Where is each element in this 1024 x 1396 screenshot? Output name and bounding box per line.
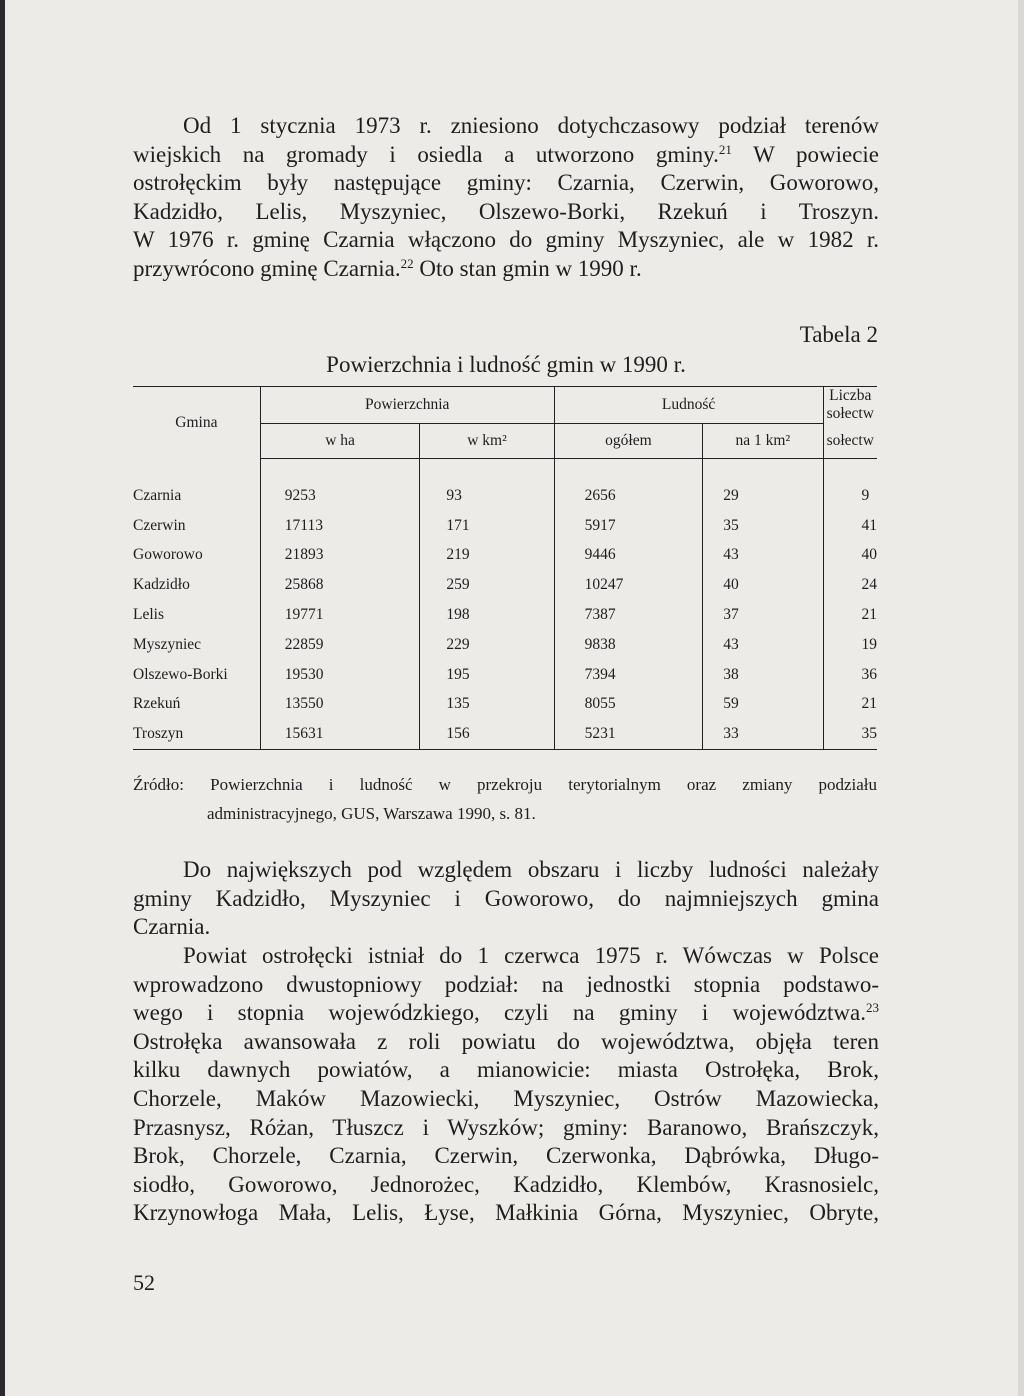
cell-ogolem: 9838 — [554, 630, 703, 660]
table-source-note — [133, 770, 877, 828]
paragraph-line: ostrołęckim były następujące gminy: Czarnia, Czerwin, Goworowo, — [133, 170, 879, 196]
header-na-1-km2: na 1 km² — [703, 424, 823, 459]
table-row — [133, 511, 877, 541]
footnote-ref: 21 — [718, 141, 732, 157]
cell-gmina: Lelis — [133, 606, 164, 624]
paragraph-line: Ostrołęka awansowała z roli powiatu do województwa, objęła teren — [133, 1028, 879, 1054]
header-ogolem: ogółem — [554, 424, 703, 459]
cell-solectw: 36 — [823, 660, 877, 690]
paragraph-line: kilku dawnych powiatów, a mianowicie: miasta Ostrołęka, Brok, — [133, 1057, 879, 1083]
paragraph-powiat-history — [133, 942, 879, 1228]
paragraph-line: Powiat ostrołęcki istniał do 1 czerwca 1975 r. Wówczas w Polsce — [183, 943, 879, 968]
cell-w-km2: 93 — [420, 481, 554, 511]
cell-solectw: 19 — [823, 630, 877, 660]
cell-w-km2: 198 — [420, 600, 554, 630]
cell-w-ha: 22859 — [260, 630, 420, 660]
cell-ogolem: 10247 — [554, 570, 703, 600]
paragraph-line: gminy Kadzidło, Myszyniec i Goworowo, do najmniejszych gmina — [133, 885, 879, 911]
table-row — [133, 570, 877, 600]
cell-w-ha: 25868 — [260, 570, 420, 600]
cell-gmina: Rzekuń — [133, 695, 181, 713]
cell-solectw: 35 — [823, 719, 877, 749]
cell-w-ha: 17113 — [260, 511, 420, 541]
cell-w-ha: 13550 — [260, 690, 420, 720]
paragraph-line: siodło, Goworowo, Jednorożec, Kadzidło, Klembów, Krasnosielc, — [133, 1171, 879, 1197]
page-left-edge — [0, 0, 5, 1396]
cell-w-km2: 135 — [420, 690, 554, 720]
cell-ogolem: 5917 — [554, 511, 703, 541]
cell-na-1-km2: 33 — [703, 719, 823, 749]
paragraph-line: Chorzele, Maków Mazowiecki, Myszyniec, Ostrów Mazowiecka, — [133, 1085, 879, 1111]
cell-w-ha: 15631 — [260, 719, 420, 749]
population-table — [133, 386, 877, 750]
cell-gmina: Troszyn — [133, 719, 260, 749]
cell-na-1-km2: 37 — [703, 600, 823, 630]
cell-w-km2: 259 — [420, 570, 554, 600]
header-ludnosc: Ludność — [554, 387, 823, 424]
header-powierzchnia: Powierzchnia — [260, 387, 554, 424]
paragraph-line: Kadzidło, Lelis, Myszyniec, Olszewo-Borki, Rzekuń i Troszyn. — [133, 198, 879, 224]
header-liczba-solectw: Liczba sołectw — [823, 387, 877, 424]
cell-na-1-km2: 59 — [703, 690, 823, 720]
header-w-km2: w km² — [420, 424, 554, 459]
table-title: Powierzchnia i ludność gmin w 1990 r. — [326, 352, 686, 377]
paragraph-largest-gminy — [133, 856, 879, 942]
paragraph-line: wiejskich na gromady i osiedla a utworzono gminy.$^{21}$ W powiecie — [133, 141, 880, 167]
cell-na-1-km2: 43 — [703, 541, 823, 571]
paragraph-line: Od 1 stycznia 1973 r. zniesiono dotychczasowy podział terenów — [183, 113, 879, 138]
paragraph-line: Do największych pod względem obszaru i liczby ludności należały — [183, 857, 879, 882]
page-number: 52 — [133, 1270, 155, 1295]
cell-w-km2: 195 — [420, 660, 554, 690]
paragraph-intro — [133, 112, 879, 284]
table-row — [133, 481, 877, 511]
table-row — [133, 541, 877, 571]
paragraph-line: Krzynowłoga Mała, Lelis, Łyse, Małkinia Górna, Myszyniec, Obryte, — [133, 1200, 879, 1226]
cell-solectw: 40 — [823, 541, 877, 571]
cell-w-km2: 219 — [420, 541, 554, 571]
header-gmina: Gmina — [133, 387, 260, 459]
cell-ogolem: 8055 — [554, 690, 703, 720]
cell-ogolem: 7387 — [554, 600, 703, 630]
cell-w-ha: 19530 — [260, 660, 420, 690]
cell-na-1-km2: 35 — [703, 511, 823, 541]
cell-solectw: 9 — [823, 481, 877, 511]
cell-w-km2: 156 — [420, 719, 554, 749]
cell-gmina: Kadzidło — [133, 576, 190, 594]
cell-w-km2: 171 — [420, 511, 554, 541]
cell-w-ha: 9253 — [260, 481, 420, 511]
page-right-edge — [1018, 0, 1024, 1396]
cell-na-1-km2: 38 — [703, 660, 823, 690]
paragraph-line: Przasnysz, Różan, Tłuszcz i Wyszków; gminy: Baranowo, Brańszczyk, — [133, 1114, 879, 1140]
table-row — [133, 630, 877, 660]
source-line: Źródło: Powierzchnia i ludność w przekroju terytorialnym oraz zmiany podziału — [133, 775, 877, 794]
cell-solectw: 41 — [823, 511, 877, 541]
paragraph-line: wego i stopnia wojewódzkiego, czyli na gminy i województwa.$^{23}$ — [133, 1000, 879, 1026]
footnote-ref: 22 — [400, 255, 414, 271]
cell-gmina: Olszewo-Borki — [133, 665, 228, 683]
cell-na-1-km2: 40 — [703, 570, 823, 600]
footnote-ref: 23 — [866, 1000, 879, 1016]
paragraph-line: przywrócono gminę Czarnia.$^{22}$ Oto stan gmin w 1990 r. — [133, 255, 642, 281]
cell-w-ha: 21893 — [260, 541, 420, 571]
table-row — [133, 719, 877, 749]
source-line: administracyjnego, GUS, Warszawa 1990, s. 81. — [207, 804, 536, 823]
header-w-ha: w ha — [260, 424, 420, 459]
cell-solectw: 21 — [823, 600, 877, 630]
cell-w-km2: 229 — [420, 630, 554, 660]
cell-gmina: Czarnia — [133, 486, 182, 504]
paragraph-line: wprowadzono dwustopniowy podział: na jednostki stopnia podstawo- — [133, 971, 879, 997]
cell-solectw: 24 — [823, 570, 877, 600]
cell-solectw: 21 — [823, 690, 877, 720]
cell-w-ha: 19771 — [260, 600, 420, 630]
cell-gmina: Goworowo — [133, 546, 203, 564]
cell-na-1-km2: 29 — [703, 481, 823, 511]
table-row — [133, 660, 877, 690]
paragraph-line: Czarnia. — [133, 914, 211, 940]
cell-gmina: Myszyniec — [133, 635, 202, 653]
table-label: Tabela 2 — [799, 322, 878, 347]
cell-na-1-km2: 43 — [703, 630, 823, 660]
paragraph-line: Brok, Chorzele, Czarnia, Czerwin, Czerwonka, Dąbrówka, Długo- — [133, 1143, 879, 1169]
cell-ogolem: 5231 — [554, 719, 703, 749]
paragraph-line: W 1976 r. gminę Czarnia włączono do gminy Myszyniec, ale w 1982 r. — [133, 227, 879, 253]
cell-ogolem: 7394 — [554, 660, 703, 690]
header-solectw: sołectw — [823, 424, 877, 459]
table-header-row — [133, 387, 877, 424]
table-row — [133, 600, 877, 630]
cell-gmina: Czerwin — [133, 516, 186, 534]
table-row — [133, 690, 877, 720]
cell-ogolem: 2656 — [554, 481, 703, 511]
cell-ogolem: 9446 — [554, 541, 703, 571]
